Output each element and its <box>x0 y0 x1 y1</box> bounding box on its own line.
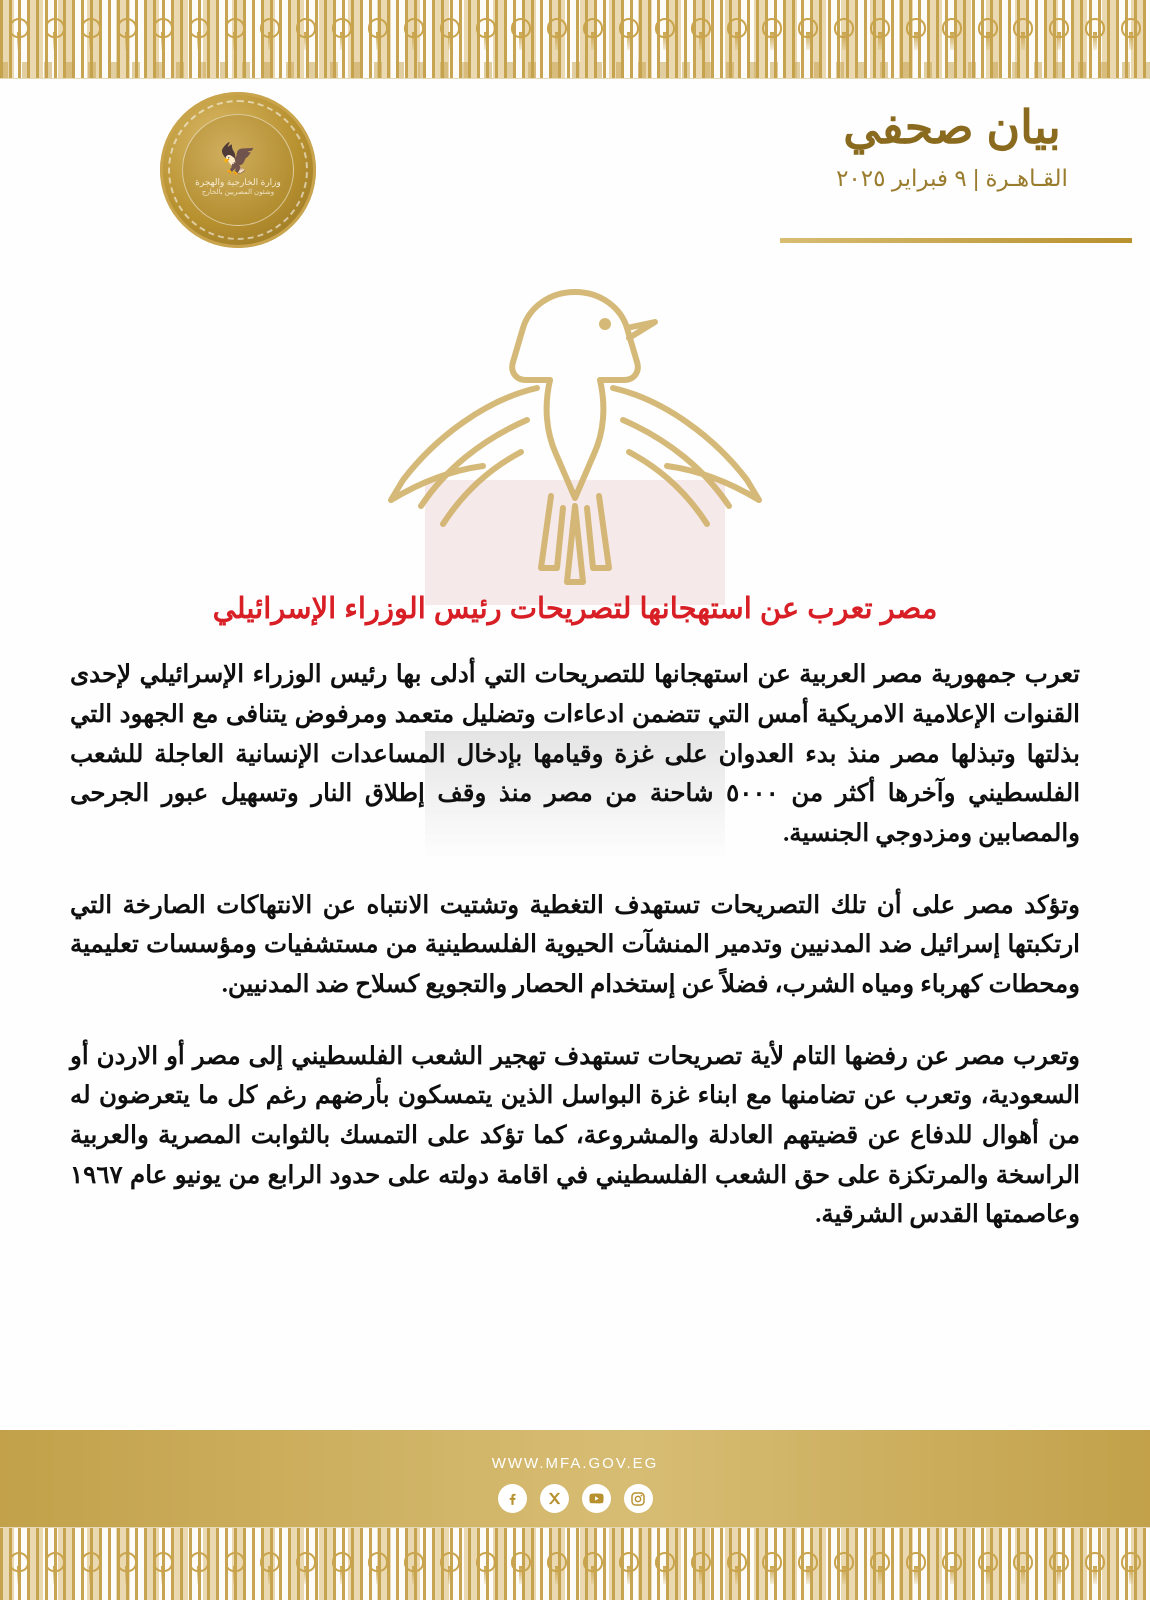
lotus-motif-icon <box>759 1548 785 1588</box>
paragraph: تعرب جمهورية مصر العربية عن استهجانها للتصريحات التي أدلى بها رئيس الوزراء الإسرائيلي لإحدى القنوات الإعلامية الامريكية أمس التي تتضمن ادعاءات وتضليل متعمد ومرفوض يتنافى مع الجهود التي بذلتها وتبذلها مصر منذ بدء العدوان على غزة وقيامها بإدخال المساعدات الإنسانية العاجلة للشعب الفلسطيني وآخرها أكثر من ٥٠٠٠ شاحنة من مصر منذ وقف إطلاق النار وتسهيل عبور الجرحى والمصابين ومزدوجي الجنسية. <box>70 661 1081 847</box>
lotus-motif-icon <box>257 1548 283 1588</box>
lotus-motif-icon <box>724 14 750 54</box>
lotus-motif-icon <box>78 1548 104 1588</box>
lotus-motif-icon <box>150 1548 176 1588</box>
lotus-motif-icon <box>1046 1548 1072 1588</box>
lotus-motif-icon <box>257 14 283 54</box>
lotus-motif-icon <box>903 14 929 54</box>
lotus-motif-icon <box>508 14 534 54</box>
lotus-motif-icon <box>580 1548 606 1588</box>
instagram-icon[interactable] <box>624 1484 653 1513</box>
lotus-motif-icon <box>831 1548 857 1588</box>
lotus-motif-icon <box>903 1548 929 1588</box>
lotus-motif-icon <box>42 1548 68 1588</box>
lotus-motif-icon <box>724 1548 750 1588</box>
website-url[interactable]: WWW.MFA.GOV.EG <box>491 1455 659 1472</box>
youtube-icon[interactable] <box>582 1484 611 1513</box>
lotus-motif-icon <box>222 1548 248 1588</box>
ministry-emblem-icon <box>160 92 316 248</box>
lotus-motif-icon <box>616 14 642 54</box>
emblem-line-1: وزارة الخارجية والهجرة <box>195 176 281 187</box>
lotus-motif-icon <box>42 14 68 54</box>
lotus-motif-icon <box>473 14 499 54</box>
lotus-motif-icon <box>401 14 427 54</box>
lotus-motif-icon <box>939 14 965 54</box>
facebook-icon[interactable] <box>498 1484 527 1513</box>
lotus-motif-icon <box>114 14 140 54</box>
press-release-body <box>70 590 1080 1267</box>
title-underline-rule <box>780 238 1132 243</box>
lotus-motif-icon <box>437 14 463 54</box>
lotus-motif-icon <box>329 14 355 54</box>
emblem-inner <box>182 114 294 226</box>
lotus-motif-icon <box>6 1548 32 1588</box>
lotus-motif-icon <box>795 1548 821 1588</box>
lotus-motif-icon <box>652 14 678 54</box>
paragraph: وتؤكد مصر على أن تلك التصريحات تستهدف التغطية وتشتيت الانتباه عن الانتهاكات الصارخة التي ارتكبتها إسرائيل ضد المدنيين وتدمير المنشآت الحيوية الفلسطينية من مستشفيات ومؤسسات تعليمية ومحطات كهرباء ومياه الشرب، فضلاً عن إستخدام الحصار والتجويع كسلاح ضد المدنيين. <box>70 891 1080 998</box>
lotus-motif-icon <box>831 14 857 54</box>
lotus-motif-icon <box>544 14 570 54</box>
x-twitter-icon[interactable] <box>540 1484 569 1513</box>
lotus-motif-icon <box>1010 1548 1036 1588</box>
lotus-motif-icon <box>150 14 176 54</box>
lotus-motif-icon <box>1046 14 1072 54</box>
lotus-motif-icon <box>329 1548 355 1588</box>
headline: مصر تعرب عن استهجانها لتصريحات رئيس الوزراء الإسرائيلي <box>212 593 938 625</box>
lotus-motif-icon <box>365 14 391 54</box>
lotus-motif-icon <box>293 14 319 54</box>
lotus-motif-icon <box>975 14 1001 54</box>
lotus-motif-icon <box>6 14 32 54</box>
lotus-motif-icon <box>1118 1548 1144 1588</box>
lotus-motif-icon <box>1082 14 1108 54</box>
top-band-motifs <box>0 8 1150 60</box>
lotus-motif-icon <box>1010 14 1036 54</box>
top-ornamental-band <box>0 0 1150 79</box>
lotus-motif-icon <box>688 1548 714 1588</box>
lotus-motif-icon <box>1118 14 1144 54</box>
lotus-motif-icon <box>473 1548 499 1588</box>
lotus-motif-icon <box>544 1548 570 1588</box>
lotus-motif-icon <box>759 14 785 54</box>
page-title: بيان صحفي <box>843 101 1061 153</box>
lotus-motif-icon <box>1082 1548 1108 1588</box>
lotus-motif-icon <box>222 14 248 54</box>
bottom-ornamental-band <box>0 1527 1150 1600</box>
bottom-band-motifs <box>0 1542 1150 1594</box>
lotus-motif-icon <box>437 1548 463 1588</box>
emblem-line-2: وشئون المصريين بالخارج <box>201 188 275 196</box>
paragraph: وتعرب مصر عن رفضها التام لأية تصريحات تستهدف تهجير الشعب الفلسطيني إلى مصر أو الاردن أو السعودية، وتعرب عن تضامنها مع ابناء غزة البواسل الذين يتمسكون بأرضهم رغم كل ما يتعرضون له من أهوال للدفاع عن قضيتهم العادلة والمشروعة، كما تؤكد على التمسك بالثوابت المصرية والعربية الراسخة والمرتكزة على حق الشعب الفلسطيني في اقامة دولته على حدود الرابع من يونيو عام ١٩٦٧ وعاصمتها القدس الشرقية. <box>70 1042 1080 1229</box>
lotus-motif-icon <box>186 1548 212 1588</box>
lotus-motif-icon <box>867 14 893 54</box>
emblem-eagle-icon: 🦅 <box>219 142 257 176</box>
lotus-motif-icon <box>652 1548 678 1588</box>
lotus-motif-icon <box>939 1548 965 1588</box>
eagle-of-saladin-icon <box>275 270 875 600</box>
lotus-motif-icon <box>688 14 714 54</box>
lotus-motif-icon <box>867 1548 893 1588</box>
lotus-motif-icon <box>293 1548 319 1588</box>
social-links <box>498 1484 653 1513</box>
document-header <box>0 92 1150 262</box>
lotus-motif-icon <box>186 14 212 54</box>
dateline: القـاهـرة | ٩ فبراير ٢٠٢٥ <box>836 164 1068 191</box>
lotus-motif-icon <box>616 1548 642 1588</box>
lotus-motif-icon <box>795 14 821 54</box>
lotus-motif-icon <box>508 1548 534 1588</box>
lotus-motif-icon <box>975 1548 1001 1588</box>
lotus-motif-icon <box>365 1548 391 1588</box>
lotus-motif-icon <box>401 1548 427 1588</box>
header-title-block <box>772 102 1132 192</box>
lotus-motif-icon <box>78 14 104 54</box>
lotus-motif-icon <box>114 1548 140 1588</box>
flag-stripe-red <box>425 480 725 605</box>
footer-bar <box>0 1430 1150 1538</box>
lotus-motif-icon <box>580 14 606 54</box>
